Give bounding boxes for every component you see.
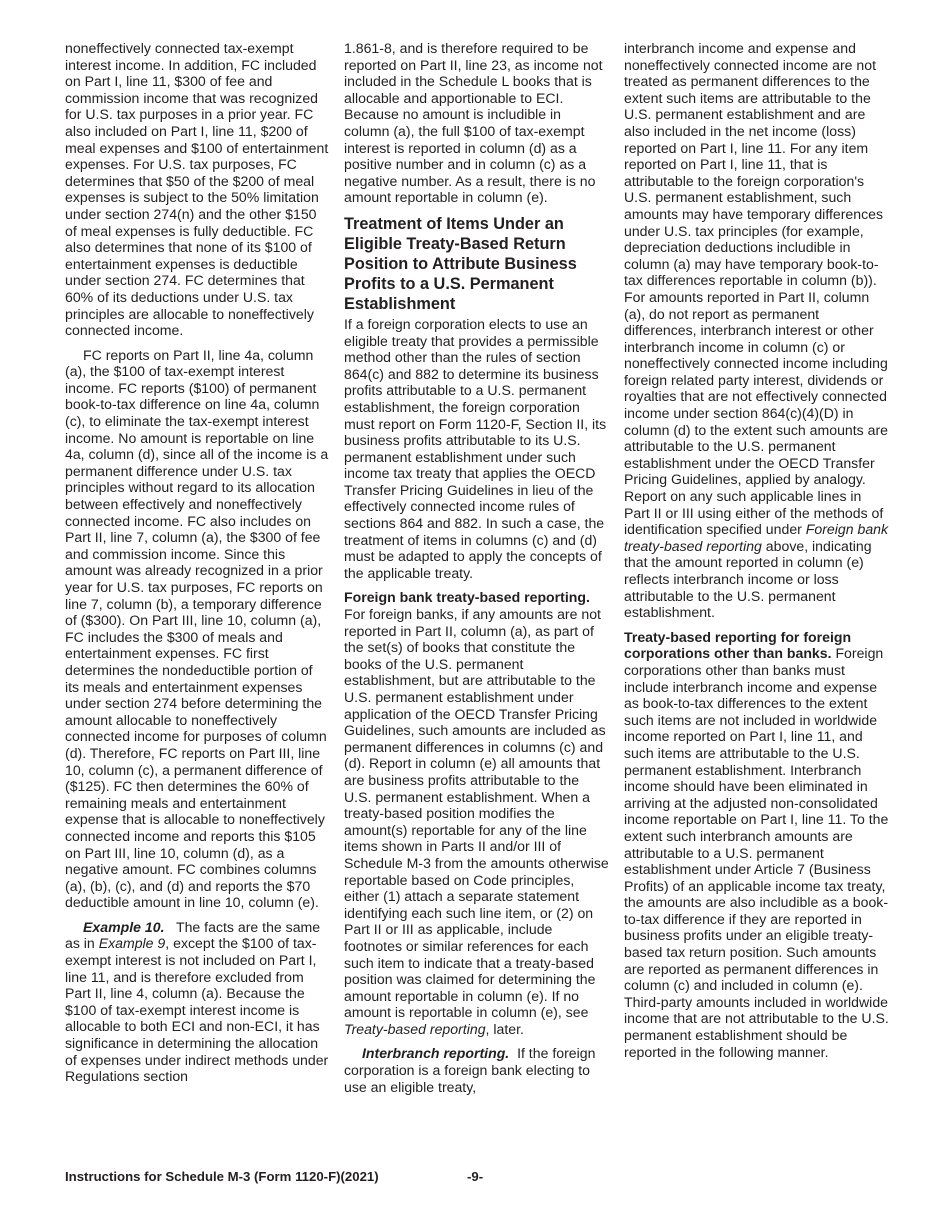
column-left (65, 40, 330, 1093)
paragraph-lead: Foreign bank treaty-based reporting. (344, 589, 590, 606)
text-run: , later. (485, 1020, 524, 1037)
text-run: above, indicating that the amount reported in column (e) reflects interbranch income or loss attributable to the U.S. permanent establishment. (624, 537, 872, 621)
foreign-bank-paragraph (344, 589, 609, 1037)
italic-reference: Example 9 (98, 935, 166, 952)
paragraph: If a foreign corporation elects to use an eligible treaty that provides a permissible method other than the rules of section 864(c) and 882 to determine its business profits attributable to a U.S. permanent establishment, the foreign corporation must report on Form 1120-F, Section II, its business profits attributable to its U.S. permanent establishment under such income tax treaty that applies the OECD Transfer Pricing Guidelines in lieu of the effectively connected income rules of sections 864 and 882. In such a case, the treatment of items in columns (c) and (d) must be adapted to apply the concepts of the applicable treaty. (344, 315, 607, 581)
text-run: For foreign banks, if any amounts are not reported in Part II, column (a), as part of the set(s) of books that constitute the books of the U.S. permanent establishment, but are attributable to the U.S. permanent establishment under application of the OECD Transfer Pricing Guidelines, such amounts are included as permanent differences in columns (c) and (d). Report in column (e) all amounts that are business profits attributable to the U.S. permanent establishment. When a treaty-based position modifies the amount(s) reportable for any of the line items shown in Parts II and/or III of Schedule M-3 from the amounts otherwise reportable based on Code principles, either (1) attach a separate statement identifying each such line item, or (2) on Part II or III as applicable, include footnotes or similar references for each such item to indicate that a treaty-based position was claimed for determining the amount reportable in column (e). If no amount is reportable in column (e), see (344, 606, 609, 1021)
page-number: -9- (467, 1169, 484, 1184)
text-run: , except the $100 of tax-exempt interest is not included on Part I, line 11, and is therefore excluded from Part II, line 4, column (a). Because the $100 of tax-exempt interest income is allocable to both ECI and non-ECI, it has significance in determining the allocation of expenses under indirect methods under Regulations section (65, 935, 329, 1085)
example-label: Example 10. (83, 918, 165, 935)
interbranch-paragraph (344, 1045, 609, 1095)
paragraph (624, 40, 889, 621)
text-run: If the foreign corporation is a foreign bank electing to use an eligible treaty, (344, 1045, 596, 1095)
text-run: Foreign corporations other than banks must include interbranch income and expense as book-to-tax differences to the extent such items are not included in worldwide income reported on Part I, line 11, and such items are attributable to the U.S. permanent establishment. Interbranch income should have been eliminated in arriving at the adjusted non-consolidated income reportable on Part I, line 11. To the extent such interbranch amounts are attributable to a U.S. permanent establishment under Article 7 (Business Profits) of an applicable income tax treaty, the amounts are also includible as a book-to-tax difference if they are reported in business profits under an eligible treaty-based tax return position. Such amounts are reported as permanent differences in column (c) and included in column (e). Third-party amounts included in worldwide income that are not attributable to the U.S. permanent establishment should be reported in the following manner. (624, 645, 889, 1060)
column-right (624, 40, 889, 1068)
paragraph-lead: Treaty-based reporting for foreign corporations other than banks. (624, 628, 852, 662)
section-heading: Treatment of Items Under an Eligible Treaty-Based Return Position to Attribute Business Profits to a U.S. Permanent Establishment (344, 214, 577, 313)
text-run: interbranch income and expense and noneffectively connected income are not treated as permanent differences to the extent such items are attributable to the U.S. permanent establishment and are also included in the net income (loss) reported on Part I, line 11. For any item reported on Part I, line 11, that is attributable to the foreign corporation's U.S. permanent establishment, such amounts may have temporary differences under U.S. tax principles (for example, depreciation deductions includible in column (a) may have temporary book-to-tax differences reportable in column (b)). For amounts reported in Part II, column (a), do not report as permanent differences, interbranch interest or other interbranch income in column (c) or noneffectively connected income including foreign related party interest, dividends or royalties that are not effectively connected income under section 864(c)(4)(D) in column (d) to the extent such amounts are attributable to the U.S. permanent establishment under the OECD Transfer Pricing Guidelines, applied by analogy. Report on any such applicable lines in Part II or III using either of the methods of identification specified under (624, 40, 889, 538)
paragraph: 1.861-8, and is therefore required to be reported on Part II, line 23, as income not included in the Schedule L books that is allocable and apportionable to ECI. Because no amount is includible in column (a), the full $100 of tax-exempt interest is reported in column (d) as a positive number and in column (c) as a negative number. As a result, there is no amount reportable in column (e). (344, 40, 603, 206)
text-run: The facts are the same as in (65, 918, 321, 952)
italic-reference: Foreign bank treaty-based reporting (624, 521, 889, 554)
example-10-paragraph (65, 919, 330, 1085)
treaty-other-paragraph (624, 629, 889, 1060)
footer-title: Instructions for Schedule M-3 (Form 1120-F)(2021) (65, 1169, 379, 1184)
paragraph: noneffectively connected tax-exempt interest income. In addition, FC included on Part I, line 11, $300 of fee and commission income that was recognized for U.S. tax purposes in a prior year. FC also included on Part I, line 11, $200 of meal expenses and $100 of entertainment expenses. For U.S. tax purposes, FC determines that $50 of the $200 of meal expenses is subject to the 50% limitation under section 274(n) and the other $150 of meal expenses is fully deductible. FC also determines that none of its $100 of entertainment expenses is deductible under section 274. FC determines that 60% of its deductions under U.S. tax principles are allocable to noneffectively connected income. (65, 40, 329, 339)
paragraph: FC reports on Part II, line 4a, column (a), the $100 of tax-exempt interest income. FC reports ($100) of permanent book-to-tax difference on line 4a, column (c), to eliminate the tax-exempt interest income. No amount is reportable on line 4a, column (d), since all of the income is a permanent difference under U.S. tax principles without regard to its allocation between effectively and noneffectively connected income. FC also includes on Part II, line 7, column (a), the $300 of fee and commission income. Since this amount was already recognized in a prior year for U.S. tax purposes, FC reports on line 7, column (b), a temporary difference of ($300). On Part III, line 10, column (a), FC includes the $300 of meals and entertainment expenses. FC first determines the nondeductible portion of its meals and entertainment expenses under section 274 before determining the amount allocable to noneffectively connected income for purposes of column (d). Therefore, FC reports on Part III, line 10, column (c), a permanent difference of ($125). FC then determines the 60% of remaining meals and entertainment expense that is allocable to noneffectively connected income and reports this $105 on Part III, line 10, column (d), as a negative amount. FC combines columns (a), (b), (c), and (d) and reports the $70 deductible amount in line 10, column (e). (65, 346, 329, 911)
column-middle (344, 40, 609, 1103)
italic-reference: Treaty-based reporting (344, 1020, 486, 1037)
paragraph-lead: Interbranch reporting. (362, 1045, 510, 1062)
